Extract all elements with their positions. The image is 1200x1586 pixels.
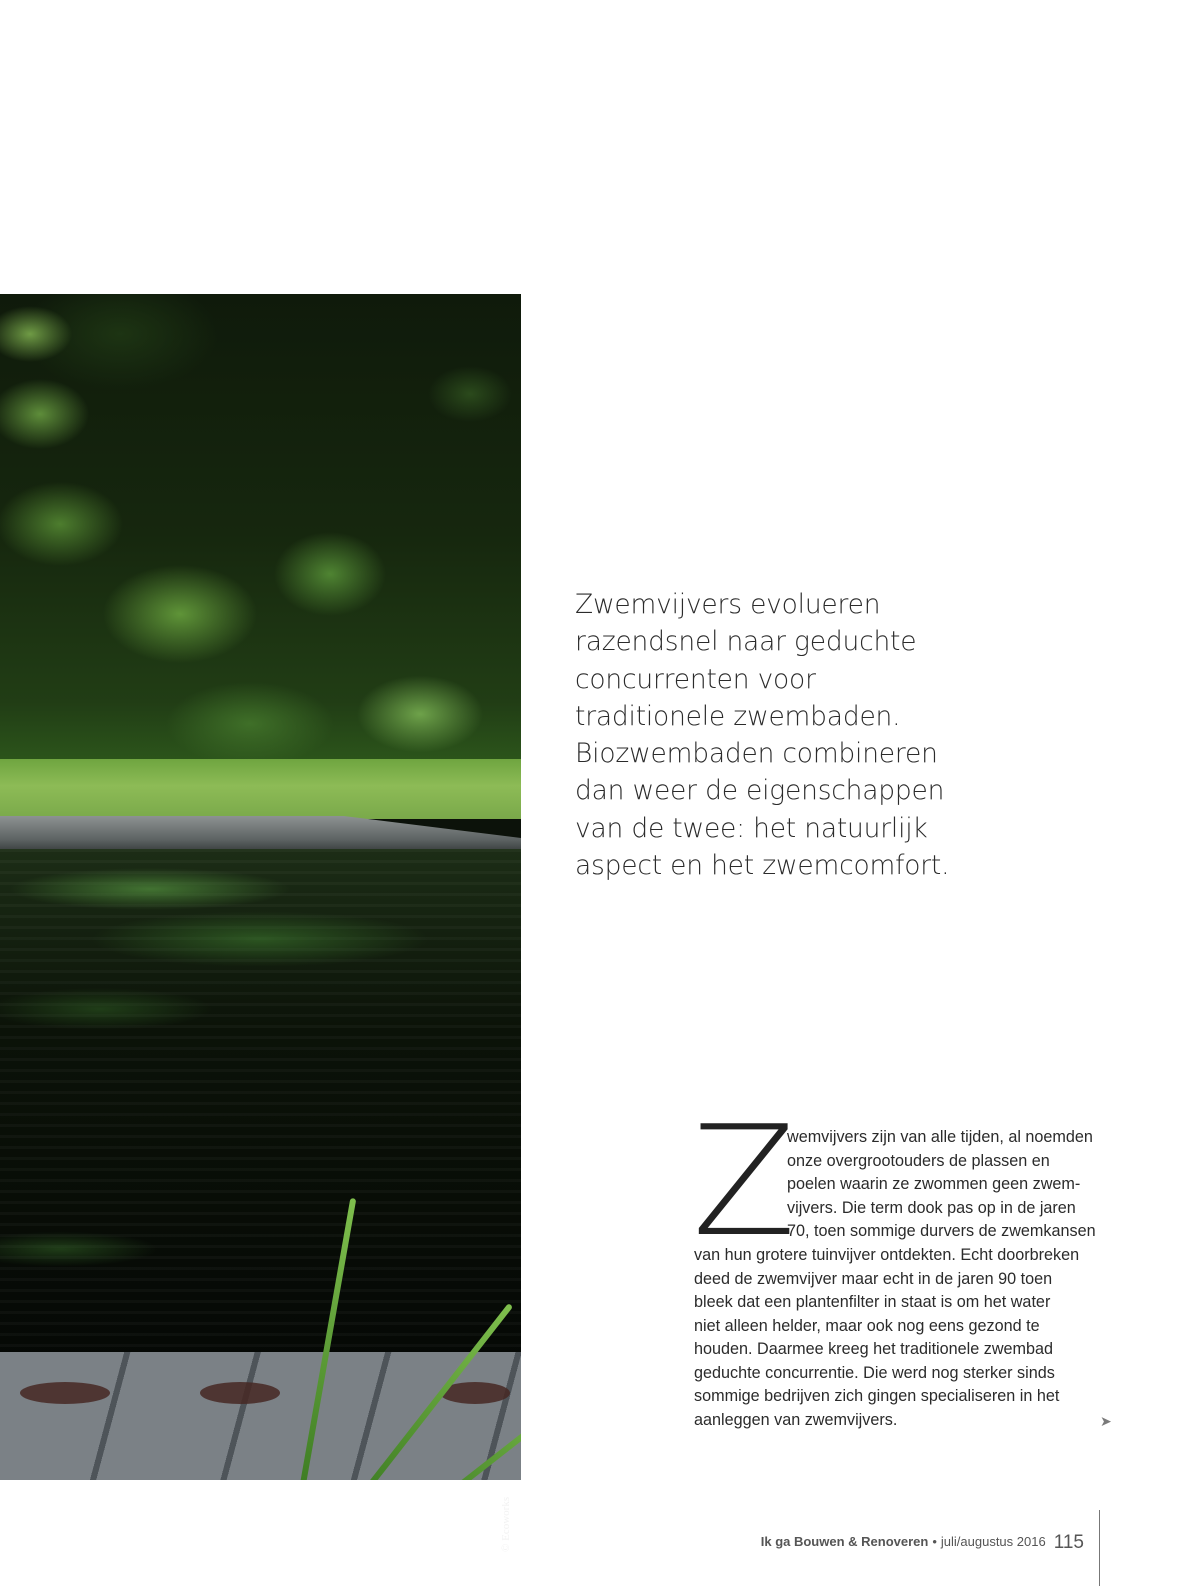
body-line: aanleggen van zwemvijvers.: [694, 1410, 898, 1429]
photo-deck: [0, 1352, 521, 1480]
lead-line: razendsnel naar geduchte: [575, 626, 917, 658]
drop-cap: Z: [692, 1093, 797, 1270]
body-line: van hun grotere tuinvijver ontdekten. Echt doorbreken: [694, 1246, 1080, 1264]
footer-divider: [1099, 1510, 1100, 1586]
body-line: vijvers. Die term dook pas op in de jaren: [787, 1198, 1076, 1217]
body-line: wemvijvers zijn van alle tijden, al noemden: [787, 1128, 1093, 1146]
arrow-right-icon: ➤: [1100, 1413, 1112, 1429]
photo-deck-stain: [20, 1382, 110, 1404]
photo-lawn: [0, 759, 521, 819]
lead-line: van de twee: het natuurlijk: [575, 812, 928, 844]
body-text-indented: [787, 1126, 1096, 1244]
body-line: sommige bedrijven zich gingen specialiseren in het: [694, 1387, 1060, 1405]
lead-line: concurrenten voor: [575, 663, 816, 695]
body-line: niet alleen helder, maar ook nog eens gezond te: [694, 1316, 1040, 1335]
lead-paragraph: [575, 586, 975, 884]
body-line: deed de zwemvijver maar echt in de jaren 90 toen: [694, 1269, 1053, 1288]
photo-credit: © Ecoworks: [500, 1496, 512, 1552]
footer-separator: •: [932, 1534, 937, 1549]
lead-line: aspect en het zwemcomfort.: [575, 850, 950, 882]
lead-line: Zwemvijvers evolueren: [575, 589, 881, 620]
body-line: 70, toen sommige durvers de zwemkansen: [787, 1222, 1096, 1240]
body-line: houden. Daarmee kreeg het traditionele zwembad: [694, 1340, 1054, 1358]
lead-line: traditionele zwembaden.: [575, 700, 901, 732]
photo-deck-stain: [200, 1382, 280, 1404]
issue-date: juli/augustus 2016: [940, 1534, 1046, 1549]
body-line: onze overgrootouders de plassen en: [787, 1151, 1050, 1170]
magazine-name: Ik ga Bouwen & Renoveren: [760, 1534, 929, 1549]
body-text: [694, 1244, 1079, 1432]
page-footer: [650, 1532, 1084, 1554]
pool-photo: [0, 294, 521, 1480]
photo-water: [0, 849, 521, 1369]
photo-foliage: [0, 294, 521, 774]
body-line: poelen waarin ze zwommen geen zwem-: [787, 1175, 1081, 1193]
body-line: geduchte concurrentie. Die werd nog sterker sinds: [694, 1363, 1055, 1382]
lead-line: dan weer de eigenschappen: [575, 775, 945, 807]
page-number: 115: [1053, 1532, 1084, 1553]
lead-line: Biozwembaden combineren: [575, 738, 938, 770]
body-line: bleek dat een plantenfilter in staat is om het water: [694, 1293, 1051, 1311]
